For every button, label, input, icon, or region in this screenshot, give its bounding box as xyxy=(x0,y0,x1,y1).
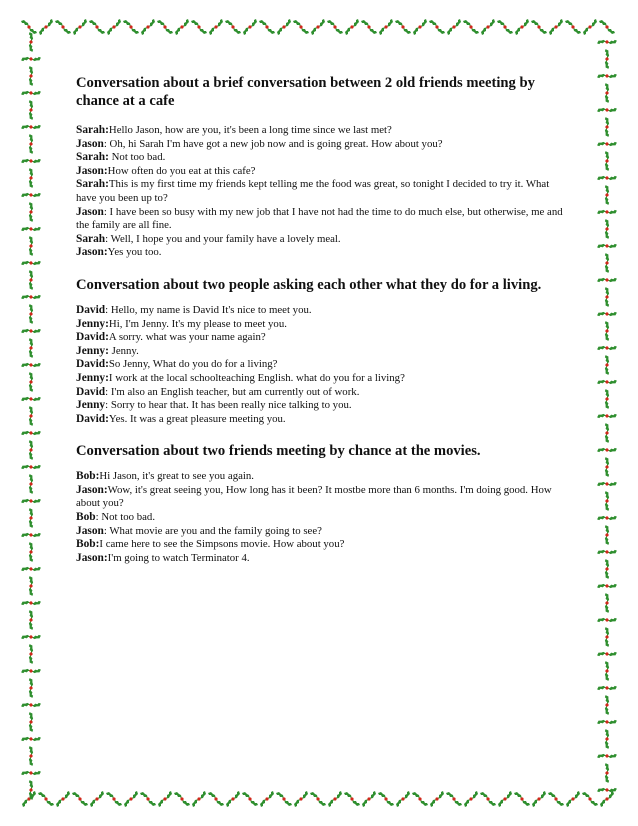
dialog-line xyxy=(76,358,568,372)
holly-leaf-icon xyxy=(596,252,617,273)
dialog-line xyxy=(76,470,568,484)
line-text: A sorry. what was your name again? xyxy=(108,331,266,344)
dialog-line xyxy=(76,124,568,138)
line-text: Hi Jason, it's great to see you again. xyxy=(99,470,254,483)
holly-leaf-icon xyxy=(107,19,121,35)
holly-leaf-icon xyxy=(596,201,617,222)
line-text: Yes you too. xyxy=(107,246,162,259)
line-text: : I'm also an English teacher, but am currently out of work. xyxy=(105,385,360,398)
dialog-line xyxy=(76,511,568,525)
holly-leaf-icon xyxy=(396,791,410,807)
holly-leaf-icon xyxy=(362,791,376,807)
section-title: Conversation about a brief conversation between 2 old friends meeting by chance at a cafe xyxy=(76,75,535,109)
holly-leaf-icon xyxy=(596,660,617,681)
dialog-line xyxy=(76,484,568,511)
holly-leaf-icon xyxy=(596,711,617,732)
holly-leaf-icon xyxy=(106,792,122,806)
holly-leaf-icon xyxy=(596,694,617,715)
dialog-line xyxy=(76,331,568,345)
holly-leaf-icon xyxy=(596,643,617,664)
holly-leaf-icon xyxy=(596,405,617,426)
holly-leaf-icon xyxy=(596,133,617,154)
holly-leaf-icon xyxy=(20,677,41,698)
holly-leaf-icon xyxy=(596,269,617,290)
holly-border-bottom xyxy=(20,788,618,810)
holly-leaf-icon xyxy=(361,20,377,34)
dialog-line xyxy=(76,538,568,552)
speaker-name: Sarah xyxy=(76,232,106,245)
holly-leaf-icon xyxy=(72,792,88,806)
holly-leaf-icon xyxy=(328,791,342,807)
holly-leaf-icon xyxy=(596,371,617,392)
dialog-line xyxy=(76,138,568,152)
holly-leaf-icon xyxy=(20,592,41,613)
holly-leaf-icon xyxy=(20,779,41,800)
holly-leaf-icon xyxy=(514,792,530,806)
holly-leaf-icon xyxy=(596,167,617,188)
holly-leaf-icon xyxy=(157,20,173,34)
speaker-name: Jason: xyxy=(76,483,108,496)
speaker-name: David xyxy=(76,303,106,316)
holly-leaf-icon xyxy=(20,728,41,749)
holly-leaf-icon xyxy=(20,507,41,528)
holly-leaf-icon xyxy=(596,218,617,239)
holly-leaf-icon xyxy=(327,20,343,34)
holly-leaf-icon xyxy=(140,792,156,806)
conversation-living xyxy=(76,304,568,426)
holly-leaf-icon xyxy=(596,626,617,647)
holly-leaf-icon xyxy=(596,490,617,511)
holly-leaf-icon xyxy=(20,371,41,392)
holly-leaf-icon xyxy=(596,354,617,375)
holly-leaf-icon xyxy=(20,235,41,256)
holly-leaf-icon xyxy=(596,609,617,630)
line-text: : Sorry to hear that. It has been really nice talking to you. xyxy=(105,399,352,412)
holly-leaf-icon xyxy=(20,286,41,307)
holly-leaf-icon xyxy=(89,20,105,34)
holly-leaf-icon xyxy=(463,20,479,34)
holly-leaf-icon xyxy=(141,19,155,35)
line-text: : Oh, hi Sarah I'm have got a new job now and is going great. How about you? xyxy=(103,137,443,150)
holly-leaf-icon xyxy=(596,337,617,358)
section-title: Conversation about two people asking each other what they do for a living. xyxy=(76,276,542,293)
holly-leaf-icon xyxy=(596,507,617,528)
speaker-name: Jason: xyxy=(76,164,108,177)
holly-leaf-icon xyxy=(412,792,428,806)
holly-leaf-icon xyxy=(596,235,617,256)
holly-leaf-icon xyxy=(596,473,617,494)
holly-leaf-icon xyxy=(20,762,41,783)
holly-leaf-icon xyxy=(20,660,41,681)
line-text: This is my first time my friends kept telling me the food was great, so tonight I decided to try it. What have you been up to? xyxy=(76,178,550,204)
holly-leaf-icon xyxy=(596,558,617,579)
holly-leaf-icon xyxy=(596,184,617,205)
holly-leaf-icon xyxy=(209,19,223,35)
holly-leaf-icon xyxy=(395,20,411,34)
holly-leaf-icon xyxy=(379,19,393,35)
holly-leaf-icon xyxy=(20,541,41,562)
line-text: Jenny. xyxy=(108,344,139,357)
holly-leaf-icon xyxy=(20,99,41,120)
dialog-line xyxy=(76,372,568,386)
holly-leaf-icon xyxy=(20,218,41,239)
holly-leaf-icon xyxy=(311,19,325,35)
holly-leaf-icon xyxy=(565,20,581,34)
holly-leaf-icon xyxy=(20,65,41,86)
speaker-name: David xyxy=(76,385,106,398)
holly-leaf-icon xyxy=(480,792,496,806)
holly-border-left xyxy=(20,16,42,810)
holly-leaf-icon xyxy=(596,303,617,324)
holly-leaf-icon xyxy=(596,439,617,460)
line-text: : Not too bad. xyxy=(95,511,156,524)
holly-leaf-icon xyxy=(20,167,41,188)
conversation-movies xyxy=(76,470,568,565)
holly-leaf-icon xyxy=(20,388,41,409)
holly-leaf-icon xyxy=(596,320,617,341)
holly-leaf-icon xyxy=(20,694,41,715)
dialog-line xyxy=(76,399,568,413)
dialog-line xyxy=(76,318,568,332)
holly-leaf-icon xyxy=(20,405,41,426)
speaker-name: Jenny: xyxy=(76,371,109,384)
dialog-line xyxy=(76,413,568,427)
holly-leaf-icon xyxy=(596,456,617,477)
holly-leaf-icon xyxy=(20,354,41,375)
line-text: I'm going to watch Terminator 4. xyxy=(107,551,250,564)
holly-leaf-icon xyxy=(596,541,617,562)
holly-leaf-icon xyxy=(123,20,139,34)
dialog-line xyxy=(76,345,568,359)
holly-leaf-icon xyxy=(276,792,292,806)
holly-leaf-icon xyxy=(293,20,309,34)
document-body xyxy=(76,74,568,581)
holly-leaf-icon xyxy=(277,19,291,35)
holly-leaf-icon xyxy=(596,150,617,171)
holly-leaf-icon xyxy=(90,791,104,807)
section-title: Conversation about two friends meeting by chance at the movies. xyxy=(76,443,481,460)
holly-leaf-icon xyxy=(20,524,41,545)
holly-leaf-icon xyxy=(20,48,41,69)
holly-leaf-icon xyxy=(294,791,308,807)
line-text: : What movie are you and the family going to see? xyxy=(103,524,322,537)
holly-leaf-icon xyxy=(464,791,478,807)
holly-leaf-icon xyxy=(208,792,224,806)
line-text: How often do you eat at this cafe? xyxy=(107,164,256,177)
holly-leaf-icon xyxy=(226,791,240,807)
holly-leaf-icon xyxy=(583,19,597,35)
dialog-line xyxy=(76,304,568,318)
holly-leaf-icon xyxy=(481,19,495,35)
line-text: Yes. It was a great pleasure meeting you. xyxy=(108,412,286,425)
dialog-line xyxy=(76,178,568,205)
holly-leaf-icon xyxy=(20,269,41,290)
speaker-name: David: xyxy=(76,412,109,425)
holly-leaf-icon xyxy=(20,150,41,171)
dialog-line xyxy=(76,206,568,233)
holly-leaf-icon xyxy=(158,791,172,807)
holly-leaf-icon xyxy=(413,19,427,35)
holly-leaf-icon xyxy=(596,48,617,69)
holly-leaf-icon xyxy=(446,792,462,806)
holly-leaf-icon xyxy=(175,19,189,35)
holly-leaf-icon xyxy=(596,677,617,698)
line-text: : Hello, my name is David It's nice to meet you. xyxy=(105,303,312,316)
holly-leaf-icon xyxy=(596,65,617,86)
speaker-name: Jenny xyxy=(76,399,106,412)
holly-leaf-icon xyxy=(531,20,547,34)
holly-leaf-icon xyxy=(20,31,41,52)
holly-leaf-icon xyxy=(20,201,41,222)
speaker-name: David: xyxy=(76,358,109,371)
holly-leaf-icon xyxy=(20,116,41,137)
holly-leaf-icon xyxy=(429,20,445,34)
holly-leaf-icon xyxy=(532,791,546,807)
holly-leaf-icon xyxy=(20,745,41,766)
holly-leaf-icon xyxy=(20,558,41,579)
holly-leaf-icon xyxy=(20,82,41,103)
speaker-name: Jason xyxy=(76,524,104,537)
holly-leaf-icon xyxy=(55,20,71,34)
holly-leaf-icon xyxy=(20,473,41,494)
holly-leaf-icon xyxy=(191,20,207,34)
holly-leaf-icon xyxy=(345,19,359,35)
holly-leaf-icon xyxy=(20,609,41,630)
dialog-line xyxy=(76,552,568,566)
speaker-name: Sarah: xyxy=(76,124,109,136)
speaker-name: Sarah: xyxy=(76,151,109,164)
holly-leaf-icon xyxy=(548,792,564,806)
holly-leaf-icon xyxy=(20,490,41,511)
dialog-line xyxy=(76,165,568,179)
holly-leaf-icon xyxy=(243,19,257,35)
holly-leaf-icon xyxy=(596,286,617,307)
holly-leaf-icon xyxy=(378,792,394,806)
dialog-line xyxy=(76,525,568,539)
speaker-name: Jason xyxy=(76,137,104,150)
holly-leaf-icon xyxy=(596,31,617,52)
line-text: So Jenny, What do you do for a living? xyxy=(108,358,278,371)
holly-leaf-icon xyxy=(596,99,617,120)
speaker-name: Jason: xyxy=(76,551,108,564)
dialog-line xyxy=(76,246,568,260)
holly-leaf-icon xyxy=(596,779,617,800)
holly-border-right xyxy=(596,16,618,810)
holly-leaf-icon xyxy=(174,792,190,806)
holly-leaf-icon xyxy=(549,19,563,35)
dialog-line xyxy=(76,233,568,247)
holly-leaf-icon xyxy=(20,711,41,732)
holly-leaf-icon xyxy=(596,745,617,766)
holly-leaf-icon xyxy=(242,792,258,806)
holly-leaf-icon xyxy=(596,762,617,783)
holly-leaf-icon xyxy=(56,791,70,807)
holly-leaf-icon xyxy=(20,252,41,273)
holly-leaf-icon xyxy=(596,524,617,545)
holly-leaf-icon xyxy=(566,791,580,807)
line-text: Hi, I'm Jenny. It's my please to meet you. xyxy=(108,317,287,330)
speaker-name: Bob xyxy=(76,511,96,524)
speaker-name: Jenny: xyxy=(76,344,109,357)
speaker-name: Jason xyxy=(76,205,104,218)
holly-leaf-icon xyxy=(596,592,617,613)
holly-leaf-icon xyxy=(596,116,617,137)
holly-leaf-icon xyxy=(344,792,360,806)
holly-leaf-icon xyxy=(260,791,274,807)
line-text: Not too bad. xyxy=(108,151,166,164)
line-text: Wow, it's great seeing you, How long has it been? It mostbe more than 6 months. I'm doing good. How about you? xyxy=(76,483,552,510)
holly-leaf-icon xyxy=(447,19,461,35)
conversation-cafe xyxy=(76,124,568,260)
dialog-line xyxy=(76,151,568,165)
holly-leaf-icon xyxy=(225,20,241,34)
dialog-line xyxy=(76,386,568,400)
line-text: Hello Jason, how are you, it's been a long time since we last met? xyxy=(108,124,392,136)
holly-leaf-icon xyxy=(430,791,444,807)
holly-leaf-icon xyxy=(20,643,41,664)
holly-leaf-icon xyxy=(20,133,41,154)
holly-leaf-icon xyxy=(192,791,206,807)
speaker-name: David: xyxy=(76,331,109,344)
holly-leaf-icon xyxy=(20,422,41,443)
speaker-name: Bob: xyxy=(76,470,100,483)
holly-leaf-icon xyxy=(596,575,617,596)
holly-leaf-icon xyxy=(20,626,41,647)
holly-leaf-icon xyxy=(596,388,617,409)
speaker-name: Jenny: xyxy=(76,317,109,330)
holly-leaf-icon xyxy=(515,19,529,35)
holly-leaf-icon xyxy=(73,19,87,35)
line-text: I came here to see the Simpsons movie. How about you? xyxy=(99,538,345,551)
holly-leaf-icon xyxy=(596,422,617,443)
holly-leaf-icon xyxy=(20,184,41,205)
speaker-name: Bob: xyxy=(76,538,100,551)
holly-leaf-icon xyxy=(497,20,513,34)
speaker-name: Sarah: xyxy=(76,178,109,191)
holly-border-top xyxy=(20,16,618,38)
holly-leaf-icon xyxy=(498,791,512,807)
holly-leaf-icon xyxy=(596,728,617,749)
line-text: I work at the local schoolteaching English. what do you for a living? xyxy=(108,371,405,384)
holly-leaf-icon xyxy=(20,303,41,324)
line-text: : I have been so busy with my new job that I have not had the time to do much else, but otherwise, me and the family are all fine. xyxy=(76,205,563,232)
holly-leaf-icon xyxy=(310,792,326,806)
holly-leaf-icon xyxy=(20,320,41,341)
holly-leaf-icon xyxy=(20,439,41,460)
holly-leaf-icon xyxy=(596,82,617,103)
holly-leaf-icon xyxy=(259,20,275,34)
holly-leaf-icon xyxy=(20,337,41,358)
speaker-name: Jason: xyxy=(76,246,108,259)
holly-leaf-icon xyxy=(20,575,41,596)
holly-leaf-icon xyxy=(20,456,41,477)
holly-leaf-icon xyxy=(124,791,138,807)
line-text: : Well, I hope you and your family have a lovely meal. xyxy=(105,232,341,245)
